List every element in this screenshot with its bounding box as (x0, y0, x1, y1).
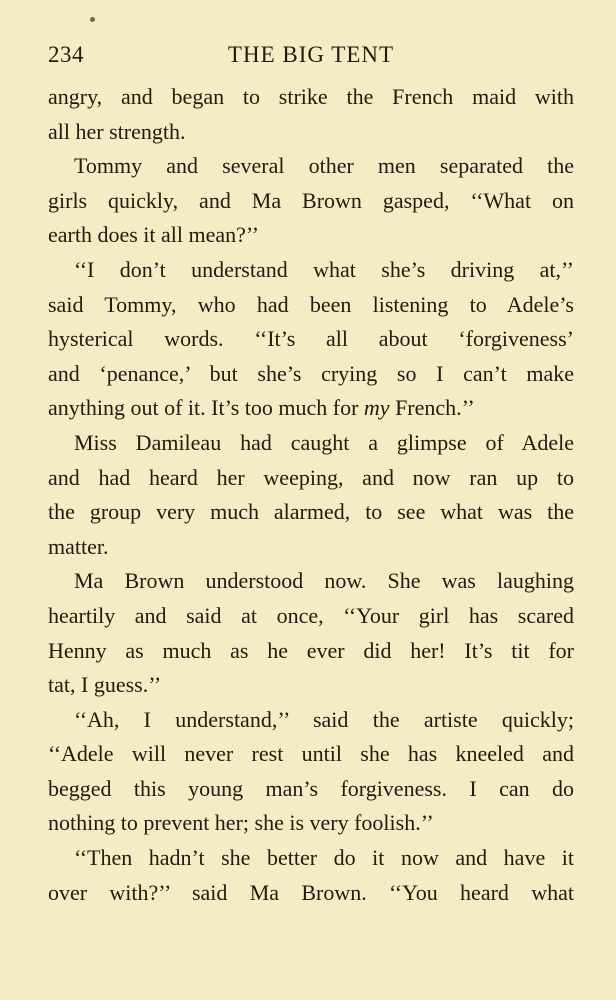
text-line: all her strength. (48, 118, 186, 144)
text-line: angry, and began to strike the French maid with (48, 84, 574, 109)
print-speck (90, 17, 95, 22)
text-line: ‘‘Adele will never rest until she has kneeled and (48, 741, 574, 767)
text-line: nothing to prevent her; she is very foolish.’’ (48, 810, 434, 836)
text-line: earth does it all mean?’’ (48, 222, 259, 248)
text-line: ‘‘Then hadn’t she better do it now and have it (74, 845, 574, 871)
text-segment: anything out of it. It’s too much for (48, 395, 364, 421)
text-line: the group very much alarmed, to see what was the (48, 499, 574, 525)
italic-word: my (363, 395, 390, 421)
text-line: hysterical words. ‘‘It’s all about ‘forgiveness’ (48, 326, 574, 352)
body-text (48, 80, 574, 910)
text-line: ‘‘I don’t understand what she’s driving at,’’ (74, 256, 574, 282)
text-line: over with?’’ said Ma Brown. ‘‘You heard what (48, 879, 574, 905)
text-line: ‘‘Ah, I understand,’’ said the artiste quickly; (74, 706, 574, 732)
text-line: heartily and said at once, ‘‘Your girl has scared (48, 602, 574, 628)
text-line: matter. (48, 533, 109, 559)
text-line: and ‘penance,’ but she’s crying so I can’t make (48, 360, 574, 386)
text-segment: French.’’ (389, 395, 475, 421)
text-line: begged this young man’s forgiveness. I can do (48, 775, 574, 801)
text-line: Ma Brown understood now. She was laughing (74, 568, 574, 594)
text-line: Tommy and several other men separated the (74, 153, 574, 179)
running-head (48, 42, 574, 72)
text-line (48, 391, 574, 426)
running-title: THE BIG TENT (227, 42, 395, 67)
page-number: 234 (48, 42, 84, 67)
text-line: tat, I guess.’’ (48, 672, 162, 698)
text-line: Henny as much as he ever did her! It’s tit for (48, 637, 574, 663)
text-line: girls quickly, and Ma Brown gasped, ‘‘What on (48, 187, 574, 213)
text-line: and had heard her weeping, and now ran up to (48, 464, 574, 490)
text-line: Miss Damileau had caught a glimpse of Adele (74, 429, 574, 455)
text-line: said Tommy, who had been listening to Adele’s (48, 291, 574, 317)
